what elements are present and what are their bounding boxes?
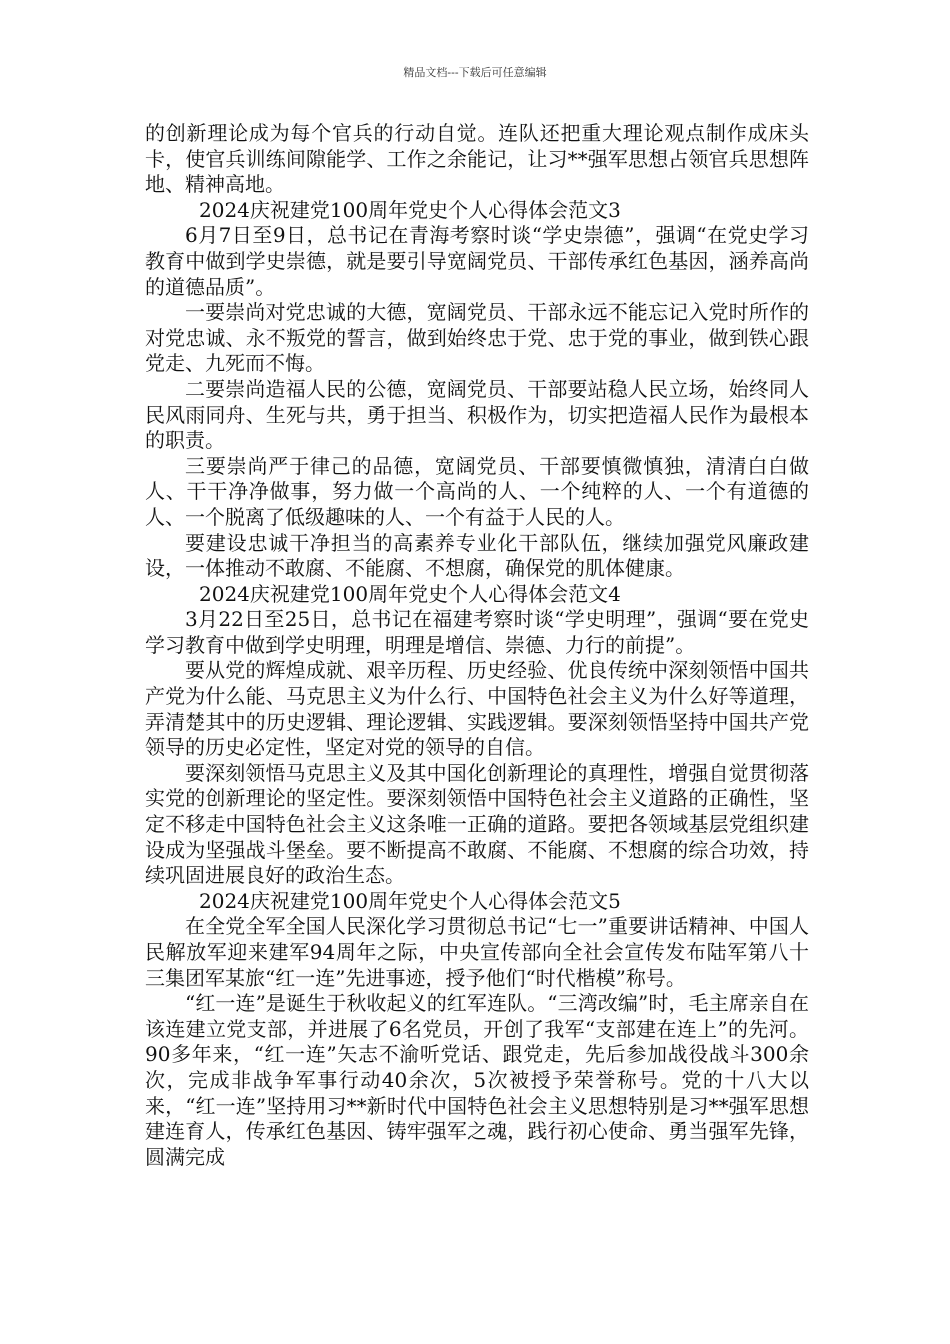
- paragraph: 在全党全军全国人民深化学习贯彻总书记“七一”重要讲话精神、中国人民解放军迎来建军94周年之际，中央宣传部向全社会宣传发布陆军第八十三集团军某旅“红一连”先进事迹，授予他们“时代楷模”称号。: [145, 914, 809, 990]
- section-heading-5: 2024庆祝建党100周年党史个人心得体会范文5: [199, 888, 621, 913]
- page-header: 精品文档---下载后可任意编辑: [403, 66, 547, 79]
- section-heading-4: 2024庆祝建党100周年党史个人心得体会范文4: [199, 581, 621, 606]
- paragraph: “红一连”是诞生于秋收起义的红军连队。“三湾改编”时，毛主席亲自在该连建立党支部，并进展了6名党员，开创了我军“支部建在连上”的先河。90多年来，“红一连”矢志不渝听党话、跟党走，先后参加战役战斗300余次，完成非战争军事行动40余次，5次被授予荣誉称号。党的十八大以来，“红一连”坚持用习**新时代中国特色社会主义思想特别是习**强军思想建连育人，传承红色基因、铸牢强军之魂，践行初心使命、勇当强军先锋，圆满完成: [145, 991, 809, 1169]
- section-heading-3: 2024庆祝建党100周年党史个人心得体会范文3: [199, 197, 621, 222]
- paragraph: 要建设忠诚干净担当的高素养专业化干部队伍，继续加强党风廉政建设，一体推动不敢腐、不能腐、不想腐，确保党的肌体健康。: [145, 530, 809, 581]
- document-body: [145, 121, 809, 1170]
- paragraph-continued: 的创新理论成为每个官兵的行动自觉。连队还把重大理论观点制作成床头卡，使官兵训练间隙能学、工作之余能记，让习**强军思想占领官兵思想阵地、精神高地。: [145, 121, 809, 197]
- paragraph: 要深刻领悟马克思主义及其中国化创新理论的真理性，增强自觉贯彻落实党的创新理论的坚定性。要深刻领悟中国特色社会主义道路的正确性，坚定不移走中国特色社会主义这条唯一正确的道路。要把各领域基层党组织建设成为坚强战斗堡垒。要不断提高不敢腐、不能腐、不想腐的综合功效，持续巩固进展良好的政治生态。: [145, 760, 809, 888]
- paragraph: 三要崇尚严于律己的品德，宽阔党员、干部要慎微慎独，清清白白做人、干干净净做事，努力做一个高尚的人、一个纯粹的人、一个有道德的人、一个脱离了低级趣味的人、一个有益于人民的人。: [145, 453, 809, 529]
- paragraph: 一要崇尚对党忠诚的大德，宽阔党员、干部永远不能忘记入党时所作的对党忠诚、永不叛党的誓言，做到始终忠于党、忠于党的事业，做到铁心跟党走、九死而不悔。: [145, 300, 809, 376]
- paragraph: 3月22日至25日，总书记在福建考察时谈“学史明理”，强调“要在党史学习教育中做到学史明理，明理是增信、崇德、力行的前提”。: [145, 607, 809, 657]
- paragraph: 二要崇尚造福人民的公德，宽阔党员、干部要站稳人民立场，始终同人民风雨同舟、生死与共，勇于担当、积极作为，切实把造福人民作为最根本的职责。: [145, 376, 809, 453]
- paragraph: 6月7日至9日，总书记在青海考察时谈“学史崇德”，强调“在党史学习教育中做到学史崇德，就是要引导宽阔党员、干部传承红色基因，涵养高尚的道德品质”。: [145, 223, 809, 299]
- paragraph: 要从党的辉煌成就、艰辛历程、历史经验、优良传统中深刻领悟中国共产党为什么能、马克思主义为什么行、中国特色社会主义为什么好等道理，弄清楚其中的历史逻辑、理论逻辑、实践逻辑。要深刻领悟坚持中国共产党领导的历史必定性，坚定对党的领导的自信。: [145, 658, 809, 760]
